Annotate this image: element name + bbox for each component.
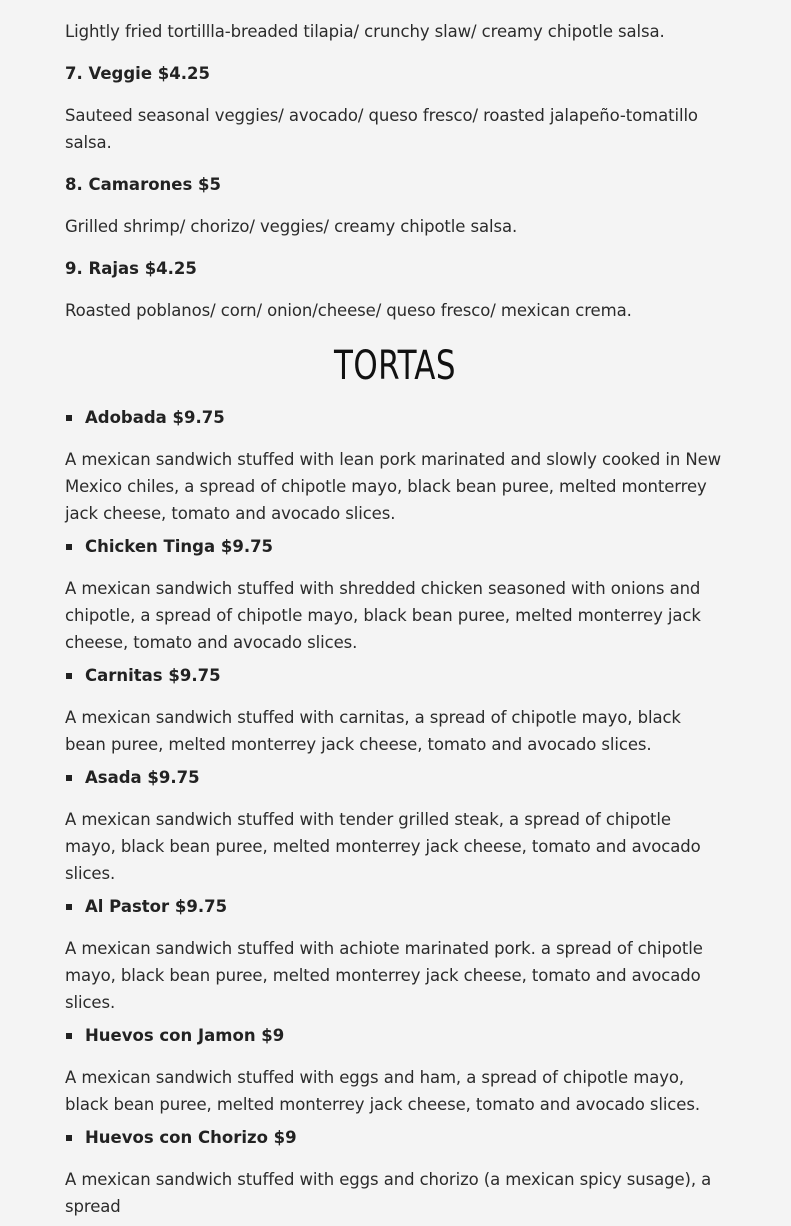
torta-name: Huevos con Chorizo $9 <box>85 1128 297 1147</box>
item-description: Roasted poblanos/ corn/ onion/cheese/ queso fresco/ mexican crema. <box>65 301 632 320</box>
torta-description: A mexican sandwich stuffed with eggs and ham, a spread of chipotle mayo, black bean puree, melted monterrey jack cheese, tomato and avocado slices. <box>65 1068 700 1114</box>
list-item <box>65 533 725 656</box>
menu-item-title: 7. Veggie $4.25 <box>65 64 210 83</box>
item-description: Grilled shrimp/ chorizo/ veggies/ creamy chipotle salsa. <box>65 217 518 236</box>
list-item <box>65 893 725 1016</box>
torta-name: Asada $9.75 <box>85 768 200 787</box>
torta-description: A mexican sandwich stuffed with shredded chicken seasoned with onions and chipotle, a spread of chipotle mayo, black bean puree, melted monterrey jack cheese, tomato and avocado slices. <box>65 579 701 652</box>
square-bullet-icon <box>66 544 72 550</box>
menu-item-title: 8. Camarones $5 <box>65 175 222 194</box>
list-item <box>65 764 725 887</box>
square-bullet-icon <box>66 673 72 679</box>
torta-description: A mexican sandwich stuffed with carnitas, a spread of chipotle mayo, black bean puree, melted monterrey jack cheese, tomato and avocado slices. <box>65 708 681 754</box>
torta-name: Carnitas $9.75 <box>85 666 221 685</box>
torta-name-wrap <box>65 662 725 689</box>
item-description: Lightly fried tortillla-breaded tilapia/ crunchy slaw/ creamy chipotle salsa. <box>65 22 665 41</box>
list-item <box>65 1022 725 1118</box>
menu-content <box>65 0 725 1226</box>
tortas-list <box>65 404 725 1220</box>
torta-name-wrap <box>65 764 725 791</box>
torta-description: A mexican sandwich stuffed with achiote marinated pork. a spread of chipotle mayo, black bean puree, melted monterrey jack cheese, tomato and avocado slices. <box>65 939 703 1012</box>
torta-description: A mexican sandwich stuffed with tender grilled steak, a spread of chipotle mayo, black bean puree, melted monterrey jack cheese, tomato and avocado slices. <box>65 810 701 883</box>
torta-name-wrap <box>65 1124 725 1151</box>
list-item <box>65 662 725 758</box>
list-item <box>65 1124 725 1220</box>
list-item <box>65 404 725 527</box>
square-bullet-icon <box>66 775 72 781</box>
menu-item-title: 9. Rajas $4.25 <box>65 259 197 278</box>
square-bullet-icon <box>66 1033 72 1039</box>
square-bullet-icon <box>66 904 72 910</box>
torta-name: Huevos con Jamon $9 <box>85 1026 285 1045</box>
section-heading-tortas: TORTAS <box>334 343 456 389</box>
item-description: Sauteed seasonal veggies/ avocado/ queso fresco/ roasted jalapeño-tomatillo salsa. <box>65 106 698 152</box>
torta-description: A mexican sandwich stuffed with lean pork marinated and slowly cooked in New Mexico chiles, a spread of chipotle mayo, black bean puree, melted monterrey jack cheese, tomato and avocado slices. <box>65 450 722 523</box>
square-bullet-icon <box>66 1135 72 1141</box>
torta-name-wrap <box>65 404 725 431</box>
torta-name-wrap <box>65 533 725 560</box>
torta-description: A mexican sandwich stuffed with eggs and chorizo (a mexican spicy susage), a spread <box>65 1170 712 1216</box>
torta-name: Adobada $9.75 <box>85 408 225 427</box>
torta-name: Al Pastor $9.75 <box>85 897 228 916</box>
torta-name-wrap <box>65 893 725 920</box>
torta-name: Chicken Tinga $9.75 <box>85 537 274 556</box>
torta-name-wrap <box>65 1022 725 1049</box>
square-bullet-icon <box>66 415 72 421</box>
